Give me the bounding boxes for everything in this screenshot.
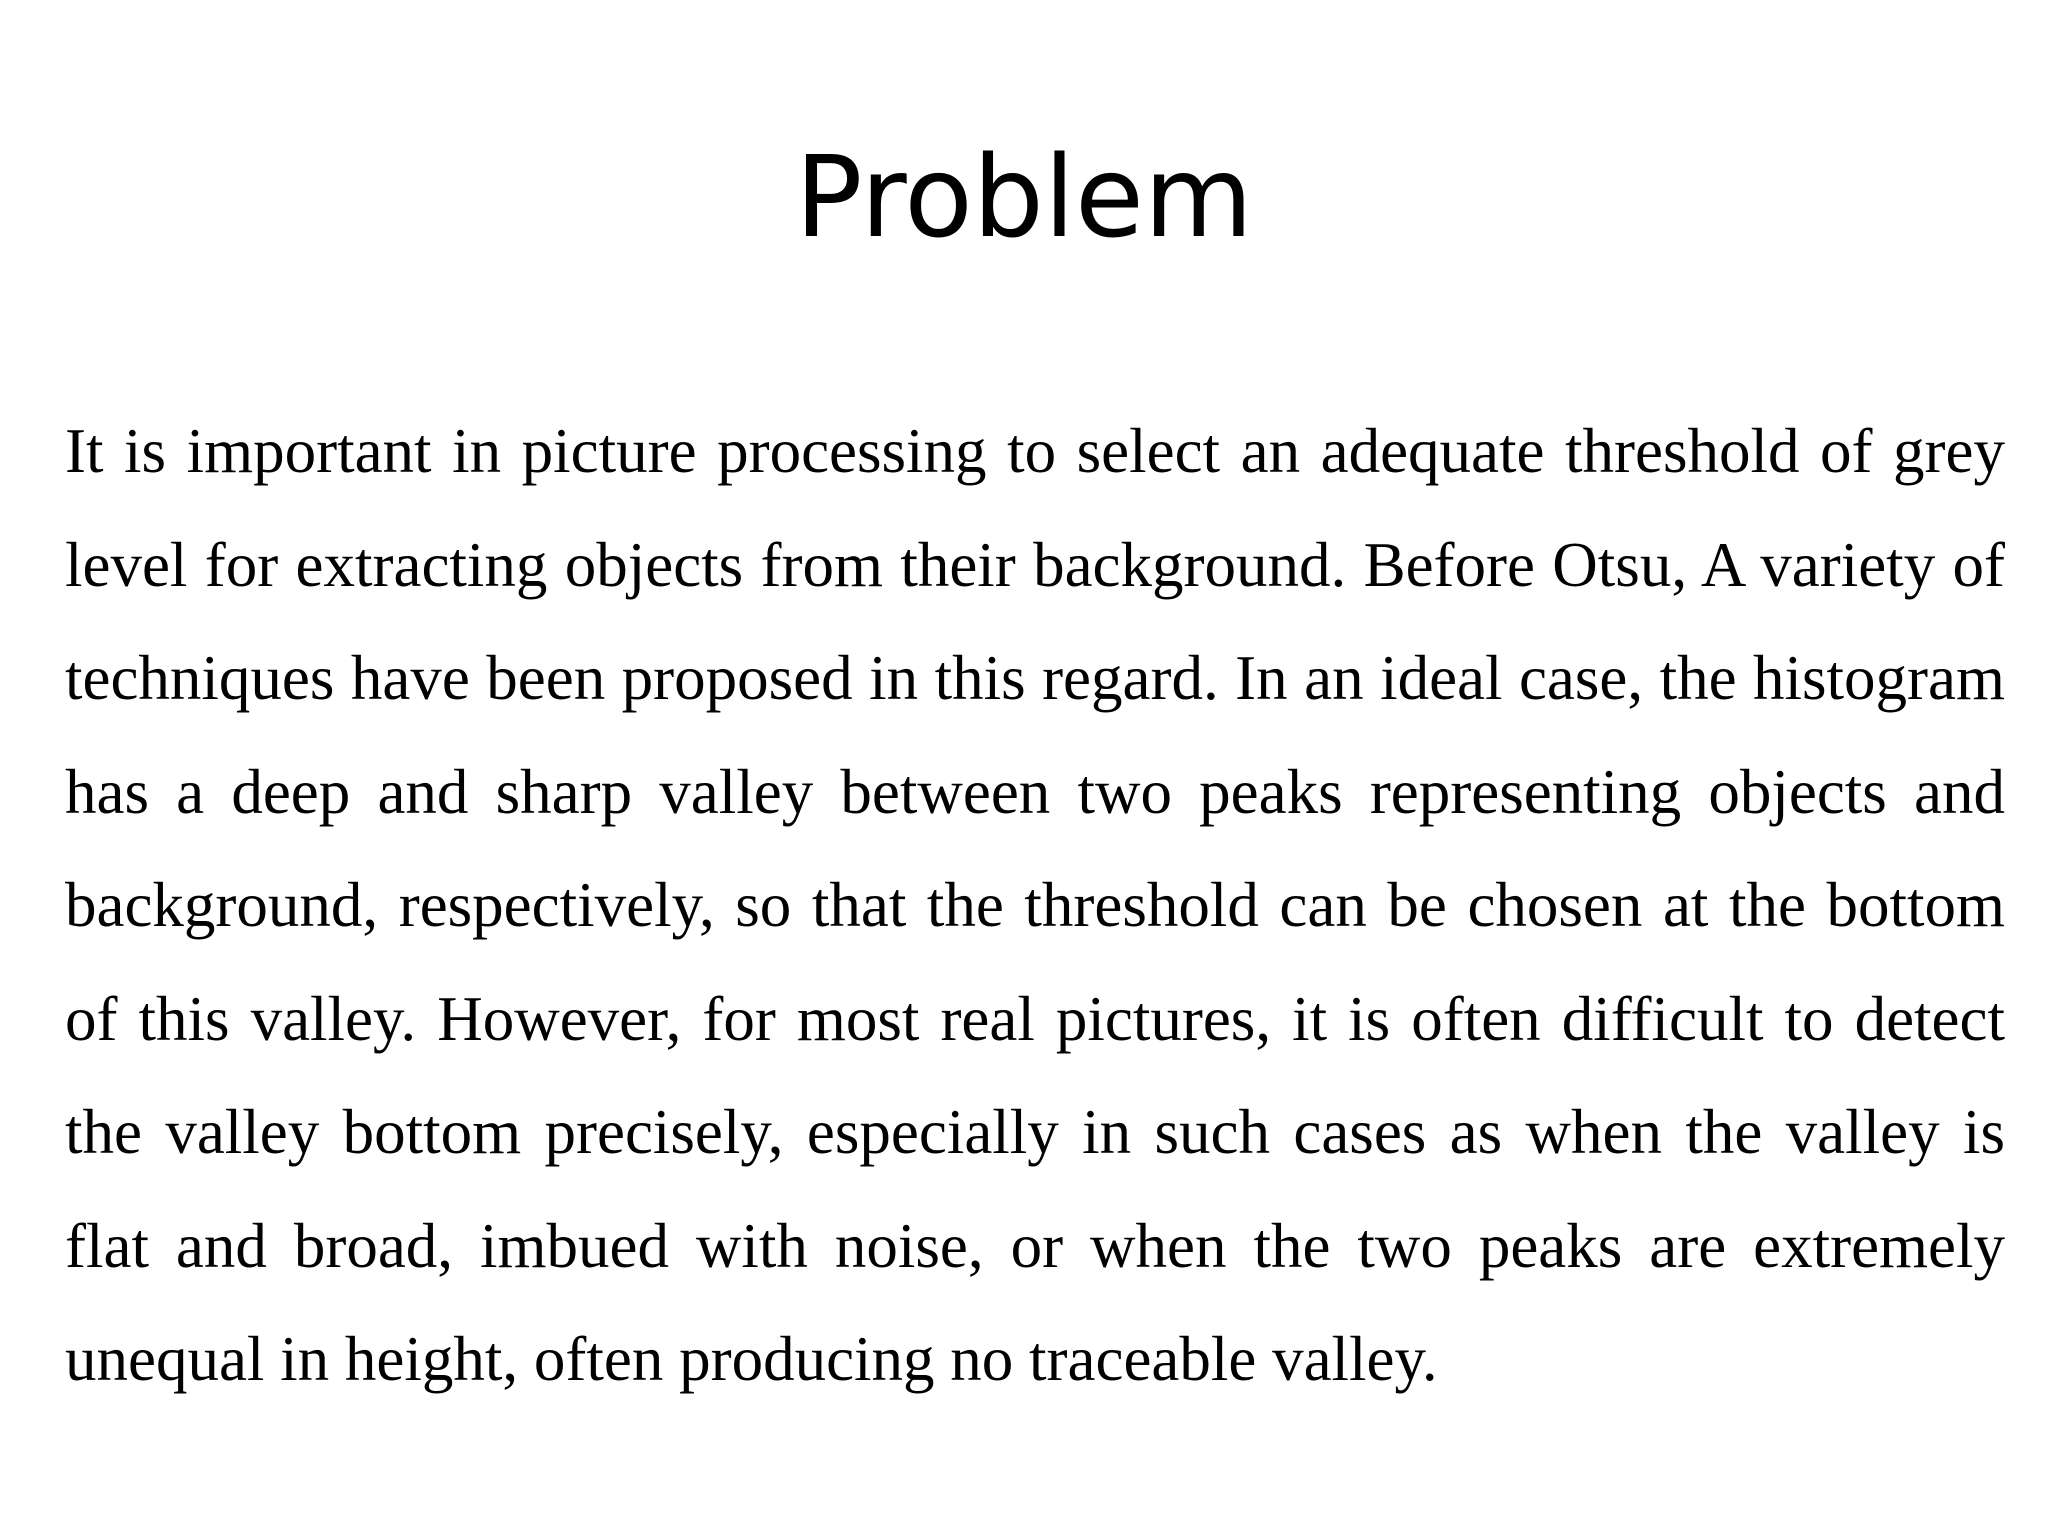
body-line: level for extracting objects from their background. Before Otsu, A variety of xyxy=(65,529,2005,600)
body-line: techniques have been proposed in this regard. In an ideal case, the histogram xyxy=(65,643,2005,713)
body-line: the valley bottom precisely, especially in such cases as when the valley is xyxy=(65,1097,2005,1167)
body-line-last: unequal in height, often producing no traceable valley. xyxy=(65,1324,1438,1394)
body-line: It is important in picture processing to select an adequate threshold of grey xyxy=(65,416,2005,486)
body-line: of this valley. However, for most real pictures, it is often difficult to detect xyxy=(65,983,2005,1054)
body-line: flat and broad, imbued with noise, or when the two peaks are extremely xyxy=(65,1210,2005,1281)
slide-body-text xyxy=(65,395,2005,1417)
body-line: background, respectively, so that the threshold can be chosen at the bottom xyxy=(65,870,2005,940)
body-line: has a deep and sharp valley between two peaks representing objects and xyxy=(65,756,2005,827)
slide-title: Problem xyxy=(795,133,1253,263)
